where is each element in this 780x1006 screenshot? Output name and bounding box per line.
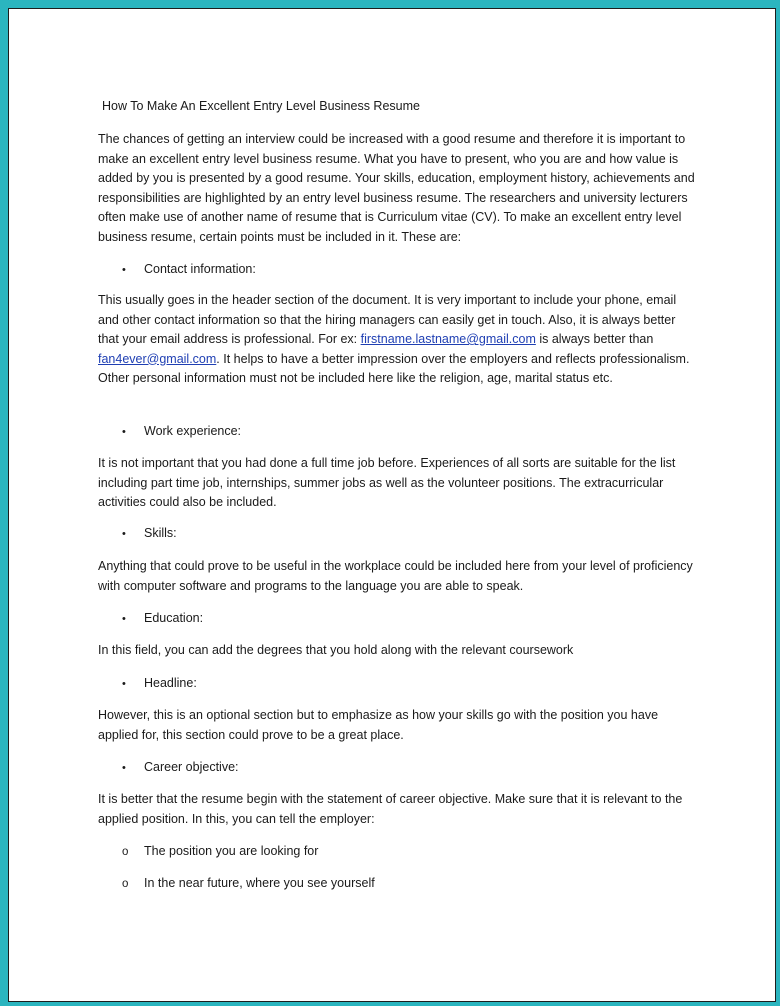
career-paragraph: It is better that the resume begin with the statement of career objective. Make sure that it is relevant to the applied position. In this, you can tell the employer: [98, 792, 683, 826]
contact-text-1: This usually goes in the header section of the document. It is very important to include your phone, email and other contact information so that the hiring managers can easily get in touch. Also, it is always better that your email address is professional. For ex: [98, 293, 677, 346]
bullet-label: Headline: [144, 676, 197, 690]
page-frame [2, 2, 778, 1004]
bullet-icon: • [122, 426, 126, 438]
bullet-icon: • [122, 762, 126, 774]
bullet-skills [122, 524, 177, 545]
bullet-label: Contact information: [144, 262, 256, 276]
bullet-career [122, 758, 239, 779]
bullet-label: Skills: [144, 526, 177, 540]
bullet-headline [122, 674, 197, 695]
education-paragraph: In this field, you can add the degrees that you hold along with the relevant coursework [98, 643, 574, 657]
bullet-icon: • [122, 678, 126, 690]
contact-paragraph [98, 291, 698, 389]
sub-item-position [122, 842, 318, 863]
bullet-icon: • [122, 528, 126, 540]
document-title: How To Make An Excellent Entry Level Business Resume [102, 99, 420, 113]
sub-item-label: In the near future, where you see yourself [144, 876, 375, 890]
bullet-icon: • [122, 264, 126, 276]
headline-paragraph: However, this is an optional section but to emphasize as how your skills go with the position you have applied for, this section could prove to be a great place. [98, 708, 659, 742]
bullet-label: Career objective: [144, 760, 239, 774]
bullet-contact [122, 260, 256, 281]
contact-text-2: is always better than [535, 332, 654, 346]
sub-bullet-icon: o [122, 846, 129, 858]
document-page [8, 8, 776, 1002]
work-paragraph: It is not important that you had done a full time job before. Experiences of all sorts are suitable for the list including part time job, internships, summer jobs as well as the volunteer positions. The extracurricular activities could also be included. [98, 456, 676, 509]
skills-paragraph: Anything that could prove to be useful in the workplace could be included here from your level of proficiency with computer software and programs to the language you are able to speak. [98, 559, 693, 593]
bullet-work [122, 422, 241, 443]
intro-paragraph: The chances of getting an interview could be increased with a good resume and therefore it is important to make an excellent entry level business resume. What you have to present, who you are and how value is added by you is presented by a good resume. Your skills, education, employment history, achievements and responsibilities are highlighted by an entry level business resume. The researchers and university lecturers often make use of another name of resume that is Curriculum vitae (CV). To make an excellent entry level business resume, certain points must be included in it. These are: [98, 132, 695, 244]
bullet-icon: • [122, 613, 126, 625]
contact-text-3: . It helps to have a better impression over the employers and reflects professionalism. Other personal information must not be included here like the religion, age, marital status etc. [98, 351, 690, 385]
sub-item-future [122, 874, 375, 895]
email-link-unprofessional[interactable]: fan4ever@gmail.com [98, 351, 217, 366]
bullet-label: Work experience: [144, 424, 242, 438]
bullet-education [122, 609, 203, 630]
sub-bullet-icon: o [122, 878, 129, 890]
bullet-label: Education: [144, 611, 204, 625]
email-link-professional[interactable]: firstname.lastname@gmail.com [360, 332, 536, 346]
sub-item-label: The position you are looking for [144, 844, 319, 858]
